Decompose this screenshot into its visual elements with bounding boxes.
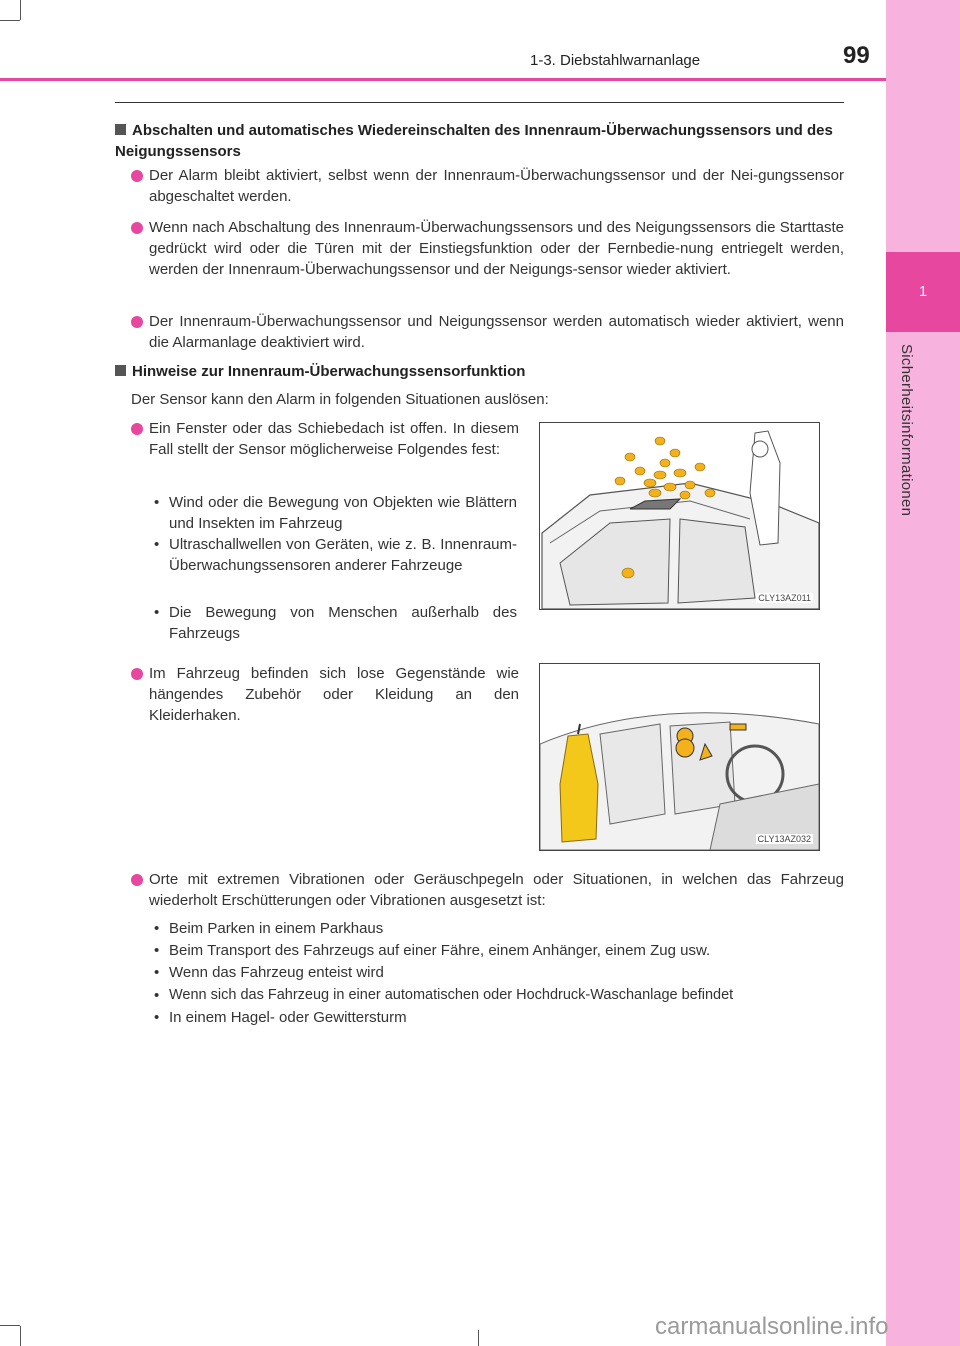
paragraph: Der Alarm bleibt aktiviert, selbst wenn der Innenraum-Überwachungssensor und der Nei-gungssensor abgeschaltet werden. — [149, 167, 844, 205]
page-number: 99 — [843, 42, 870, 69]
list-item: Beim Transport des Fahrzeugs auf einer Fähre, einem Anhänger, einem Zug usw. — [169, 942, 711, 959]
list-item: Beim Parken in einem Parkhaus — [169, 920, 384, 937]
list-item: • — [154, 1009, 160, 1026]
paragraph: Wenn nach Abschaltung des Innenraum-Überwachungssensors und des Neigungssensors die Starttaste gedrückt wird oder die Türen mit der Einstiegsfunktion oder der Fernbedie-nung entriegelt werden, werden der Innenraum-Überwachungssensor und der Neigungs-sensor wieder aktiviert. — [149, 219, 844, 278]
intro-paragraph: Der Sensor kann den Alarm in folgenden Situationen auslösen: — [131, 391, 549, 408]
chapter-number-tab: 1 — [886, 252, 960, 332]
figure-code: CLY13AZ011 — [758, 593, 811, 603]
heading-text: Abschalten und automatisches Wiedereinschalten des Innenraum-Überwachungssensors und des Neigungssensors — [115, 122, 833, 160]
list-item: Die Bewegung von Menschen außerhalb des Fahrzeugs — [169, 604, 517, 642]
bullet-dot-icon — [131, 423, 143, 435]
crop-mark — [20, 1326, 21, 1346]
chapter-sidebar — [886, 0, 960, 1346]
chapter-title: Sicherheitsinformationen — [898, 344, 915, 517]
list-item: • — [154, 942, 160, 959]
watermark: carmanualsonline.info — [655, 1313, 889, 1340]
list-item: In einem Hagel- oder Gewittersturm — [169, 1009, 407, 1026]
figure-sunroof-leaves — [539, 422, 820, 610]
heading-sensor-notes — [115, 361, 845, 382]
content-rule — [115, 102, 844, 103]
list-item: Ultraschallwellen von Geräten, wie z. B. Innenraum-Überwachungssensoren anderer Fahrzeuge — [169, 536, 517, 574]
crop-mark — [0, 20, 20, 21]
bullet-dot-icon — [131, 874, 143, 886]
crop-mark — [478, 1330, 479, 1346]
list-item: • — [154, 604, 160, 621]
crop-mark — [20, 0, 21, 20]
car-sunroof-illustration — [540, 423, 819, 609]
list-item: Wenn das Fahrzeug enteist wird — [169, 964, 384, 981]
section-title: 1-3. Diebstahlwarnanlage — [530, 52, 701, 69]
list-item: • — [154, 920, 160, 937]
car-interior-illustration — [540, 664, 819, 850]
heading-text: Hinweise zur Innenraum-Überwachungssensorfunktion — [132, 363, 526, 380]
square-bullet-icon — [115, 124, 126, 135]
crop-mark — [0, 1325, 20, 1326]
bullet-dot-icon — [131, 170, 143, 182]
list-item: • — [154, 964, 160, 981]
list-item: Wenn sich das Fahrzeug in einer automatischen oder Hochdruck-Waschanlage befindet — [169, 987, 734, 1003]
figure-interior-clothing — [539, 663, 820, 851]
paragraph: Im Fahrzeug befinden sich lose Gegenstände wie hängendes Zubehör oder Kleidung an den Kleiderhaken. — [149, 665, 519, 724]
paragraph: Orte mit extremen Vibrationen oder Geräuschpegeln oder Situationen, in welchen das Fahrzeug wiederholt Erschütterungen oder Vibrationen ausgesetzt ist: — [149, 871, 844, 909]
bullet-dot-icon — [131, 316, 143, 328]
figure-code: CLY13AZ032 — [757, 834, 811, 844]
list-item: • — [154, 987, 160, 1004]
header-rule — [0, 78, 886, 81]
paragraph: Der Innenraum-Überwachungssensor und Neigungssensor werden automatisch wieder aktiviert, wenn die Alarmanlage deaktiviert wird. — [149, 313, 844, 351]
heading-sensor-deactivation — [115, 120, 845, 162]
list-item: Wind oder die Bewegung von Objekten wie Blättern und Insekten im Fahrzeug — [169, 494, 517, 532]
list-item: • — [154, 494, 160, 511]
square-bullet-icon — [115, 365, 126, 376]
bullet-dot-icon — [131, 668, 143, 680]
paragraph: Ein Fenster oder das Schiebedach ist offen. In diesem Fall stellt der Sensor möglicherweise Folgendes fest: — [149, 420, 519, 458]
list-item: • — [154, 536, 160, 553]
bullet-dot-icon — [131, 222, 143, 234]
